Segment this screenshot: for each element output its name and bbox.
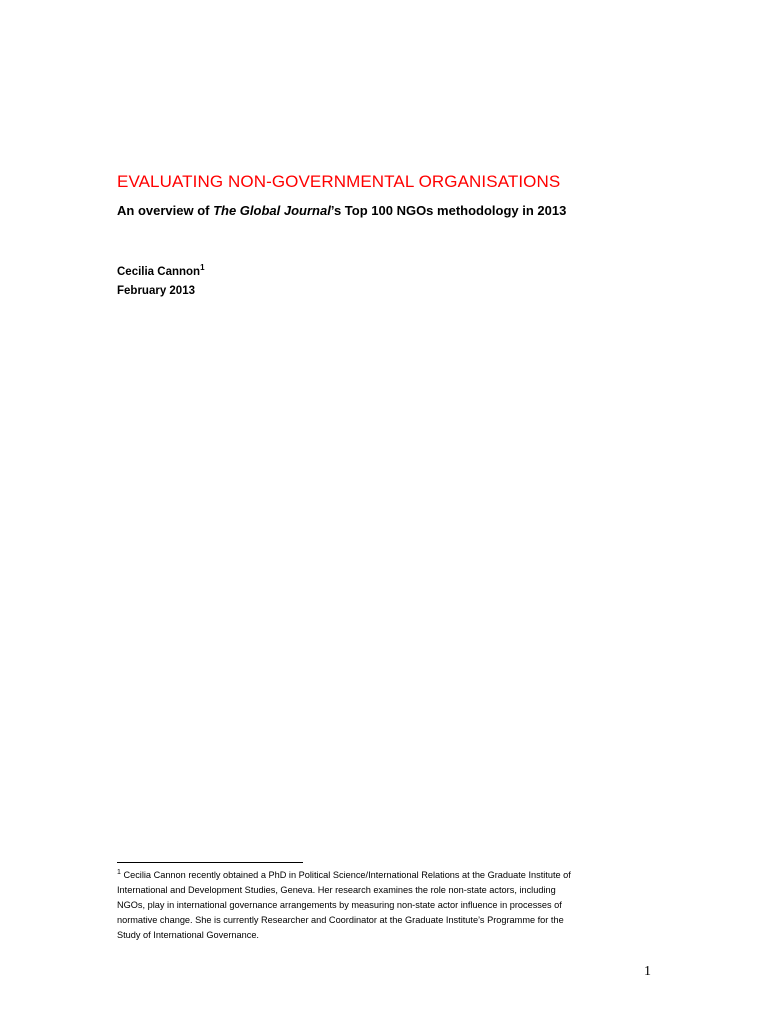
document-title: EVALUATING NON-GOVERNMENTAL ORGANISATIONS — [117, 172, 561, 191]
author-footnote-marker: 1 — [200, 263, 205, 273]
footnote-line: NGOs, play in international governance arrangements by measuring non-state actor influence in processes of — [117, 900, 562, 910]
footnote-line — [117, 868, 657, 883]
footnote-separator — [117, 862, 303, 863]
footnote — [117, 868, 657, 943]
footnote-line: Study of International Governance. — [117, 930, 259, 940]
author-name: Cecilia Cannon — [117, 266, 201, 278]
footnote-line: normative change. She is currently Researcher and Coordinator at the Graduate Institute’s Programme for the — [117, 915, 564, 925]
subtitle-suffix: ’s Top 100 NGOs methodology in 2013 — [330, 203, 567, 218]
publication-date: February 2013 — [117, 285, 195, 297]
subtitle-prefix: An overview of — [117, 203, 214, 218]
author-line — [117, 263, 205, 278]
page-number: 1 — [644, 964, 651, 979]
footnote-line-text: Cecilia Cannon recently obtained a PhD in Political Science/International Relations at the Graduate Institute of — [120, 870, 571, 880]
footnote-line: International and Development Studies, Geneva. Her research examines the role non-state actors, including — [117, 885, 556, 895]
subtitle-journal-name: The Global Journal — [213, 203, 331, 218]
footnote-marker: 1 — [117, 868, 121, 876]
document-subtitle — [117, 203, 566, 218]
